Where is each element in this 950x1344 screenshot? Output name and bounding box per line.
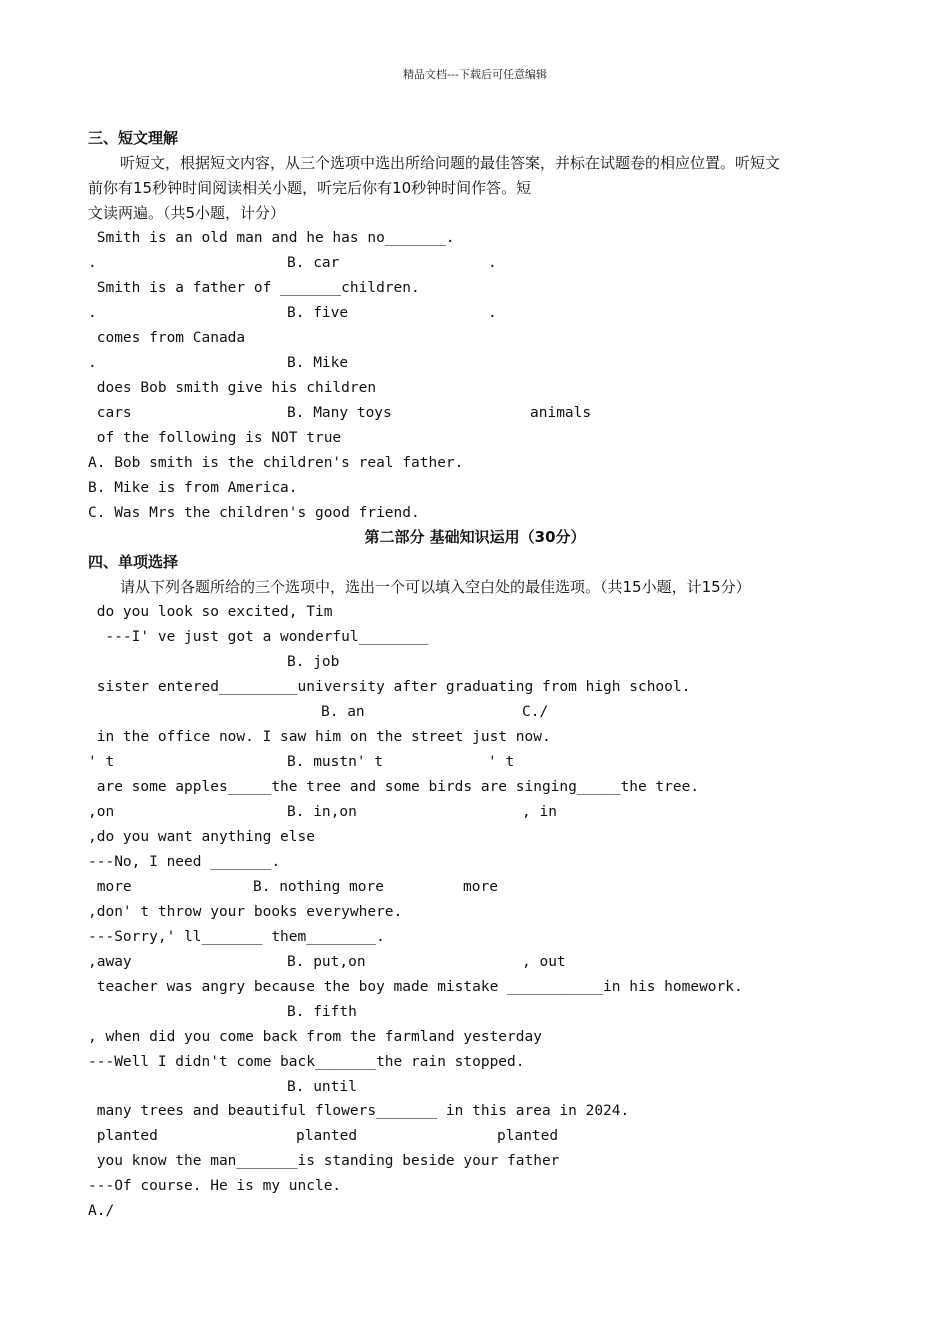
option-c: C./ [522, 704, 549, 720]
option-b: B. in,on [287, 804, 357, 820]
question-text: Smith is a father of _______children. [88, 280, 420, 296]
question-text: of the following is NOT true [88, 430, 342, 446]
part-2-title: 第二部分 基础知识运用（30分） [364, 528, 586, 546]
option-c: . [488, 255, 497, 271]
option-a: cars [88, 405, 132, 421]
option-b: planted [296, 1128, 358, 1144]
option-a: ' t [88, 754, 115, 770]
option-a: more [88, 879, 132, 895]
option-a: planted [88, 1128, 158, 1144]
option-b: B. car [287, 255, 340, 271]
question-text: in the office now. I saw him on the street just now. [88, 729, 551, 745]
question-text: ---Of course. He is my uncle. [88, 1178, 342, 1194]
option-a: . [88, 305, 97, 321]
question-text: ,do you want anything else [88, 829, 315, 845]
option-a: ,on [88, 804, 115, 820]
option-a: ,away [88, 954, 132, 970]
option-c: . [488, 305, 497, 321]
option-a: A./ [88, 1203, 115, 1219]
option-c: , in [522, 804, 557, 820]
question-text: sister entered_________university after graduating from high school. [88, 679, 691, 695]
section-4-title: 四、单项选择 [88, 553, 179, 571]
option-b: B. until [287, 1079, 357, 1095]
question-text: ---I' ve just got a wonderful________ [88, 629, 429, 645]
section-3-instructions: 文读两遍。（共5小题，计分） [88, 204, 286, 222]
option-b: B. Mike [287, 355, 349, 371]
page-header: 精品文档---下载后可任意编辑 [403, 68, 547, 81]
question-text: ,don' t throw your books everywhere. [88, 904, 403, 920]
question-text: ---Well I didn't come back_______the rain stopped. [88, 1054, 525, 1070]
question-text: many trees and beautiful flowers_______ in this area in 2024. [88, 1103, 630, 1119]
option-b: B. mustn' t [287, 754, 384, 770]
question-text: you know the man_______is standing beside your father [88, 1153, 560, 1169]
question-text: , when did you come back from the farmland yesterday [88, 1029, 542, 1045]
option-b: B. an [321, 704, 365, 720]
option-b: B. five [287, 305, 349, 321]
question-text: ---Sorry,' ll_______ them________. [88, 929, 385, 945]
option-c: , out [522, 954, 566, 970]
option-b: B. job [287, 654, 340, 670]
question-text: Smith is an old man and he has no_______. [88, 230, 455, 246]
option-c: ' t [488, 754, 515, 770]
option-a: . [88, 355, 97, 371]
option-b: B. put,on [287, 954, 366, 970]
option-b: B. fifth [287, 1004, 357, 1020]
option-a: A. Bob smith is the children's real father. [88, 455, 464, 471]
question-text: are some apples_____the tree and some birds are singing_____the tree. [88, 779, 700, 795]
option-b: B. Many toys [287, 405, 392, 421]
section-3-instructions: 前你有15秒钟时间阅读相关小题，听完后你有10秒钟时间作答。短 [88, 179, 532, 197]
option-c: planted [497, 1128, 559, 1144]
option-b: B. Mike is from America. [88, 480, 298, 496]
section-3-title: 三、短文理解 [88, 129, 179, 147]
option-c: more [463, 879, 498, 895]
option-c: animals [530, 405, 592, 421]
section-3-instructions: 听短文，根据短文内容，从三个选项中选出所给问题的最佳答案，并标在试题卷的相应位置。听短文 [120, 154, 781, 172]
section-4-instructions: 请从下列各题所给的三个选项中，选出一个可以填入空白处的最佳选项。（共15小题，计15分） [120, 578, 751, 596]
option-c: C. Was Mrs the children's good friend. [88, 505, 420, 521]
question-text: ---No, I need _______. [88, 854, 281, 870]
option-b: B. nothing more [253, 879, 384, 895]
question-text: teacher was angry because the boy made mistake ___________in his homework. [88, 979, 743, 995]
question-text: does Bob smith give his children [88, 380, 377, 396]
question-text: do you look so excited, Tim [88, 604, 333, 620]
question-text: comes from Canada [88, 330, 246, 346]
option-a: . [88, 255, 97, 271]
